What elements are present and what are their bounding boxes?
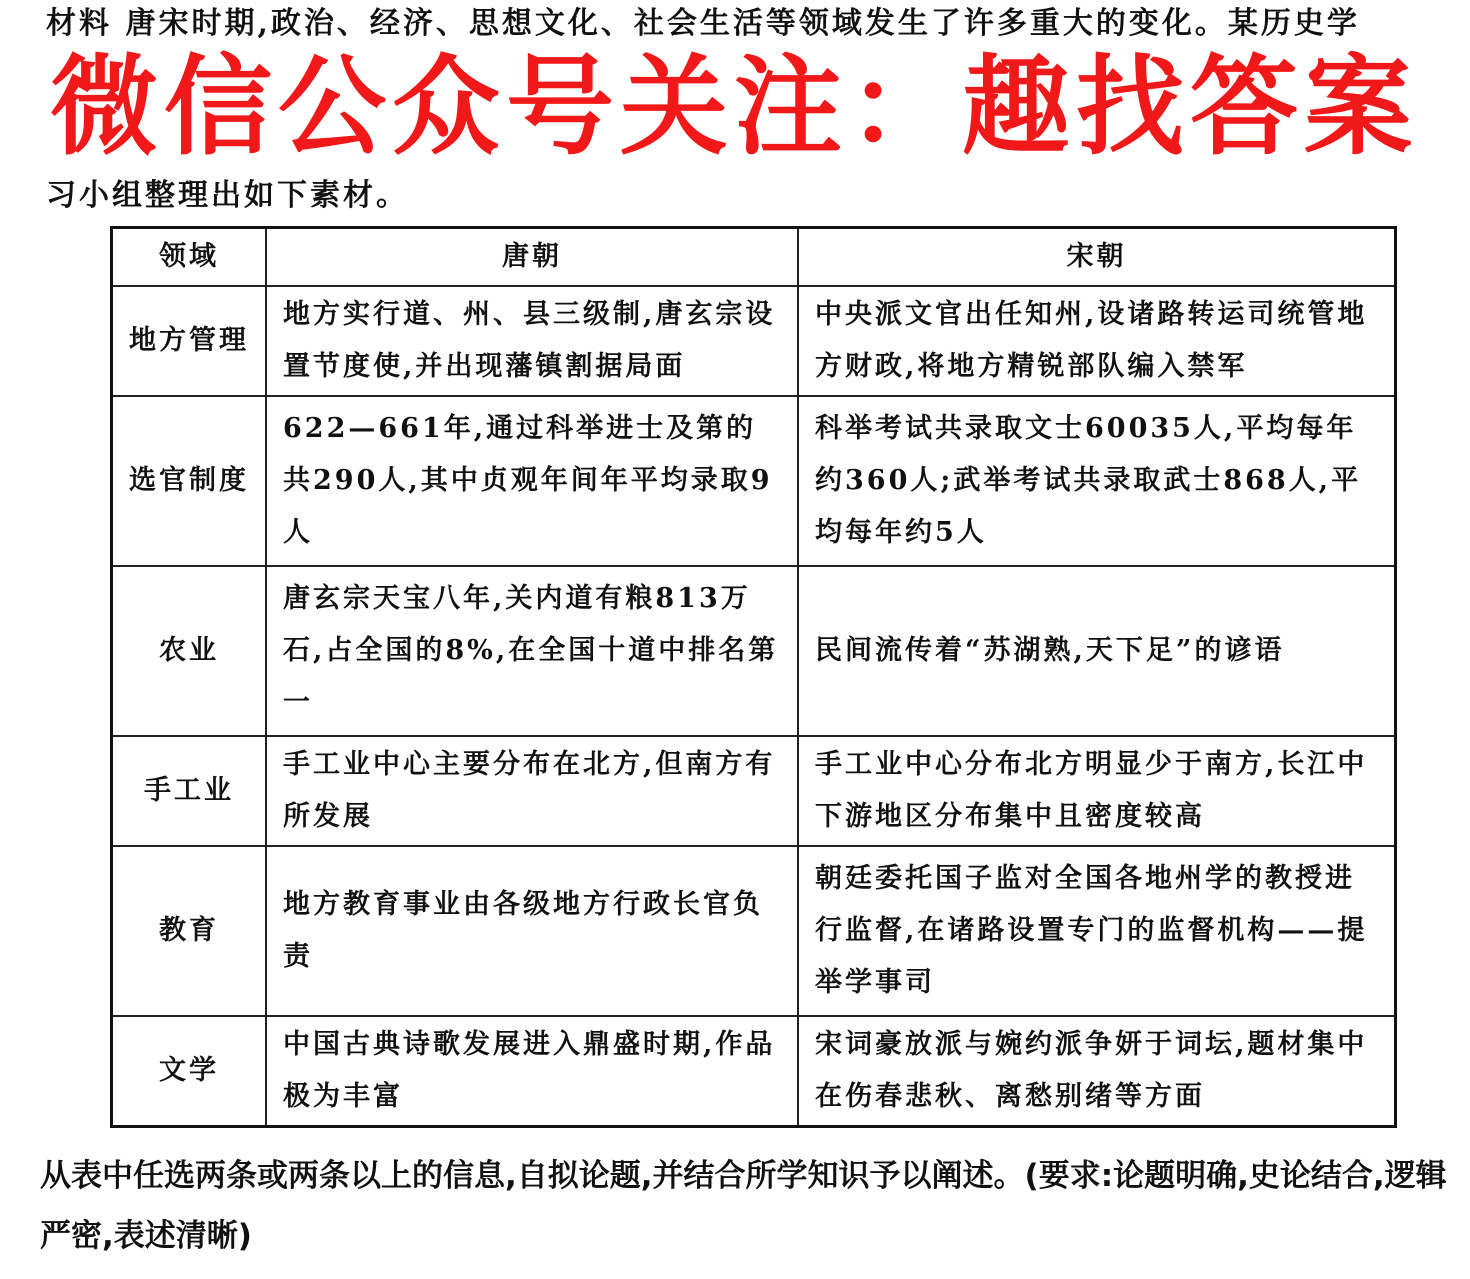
field-cell: 地方管理 xyxy=(112,286,267,396)
song-cell: 科举考试共录取文士60035人,平均每年约360人;武举考试共录取武士868人,平均每年约5人 xyxy=(798,396,1396,566)
question-text: 从表中任选两条或两条以上的信息,自拟论题,并结合所学知识予以阐述。(要求:论题明确,史论结合,逻辑严密,表述清晰) xyxy=(40,1158,1447,1254)
field-cell: 手工业 xyxy=(112,736,267,846)
header-song: 宋朝 xyxy=(798,228,1396,287)
comparison-table xyxy=(110,226,1397,1128)
tang-cell: 地方教育事业由各级地方行政长官负责 xyxy=(266,846,798,1016)
tang-cell: 唐玄宗天宝八年,关内道有粮813万石,占全国的8%,在全国十道中排名第一 xyxy=(266,566,798,736)
song-cell: 手工业中心分布北方明显少于南方,长江中下游地区分布集中且密度较高 xyxy=(798,736,1396,846)
intro-line-1: 材料 唐宋时期,政治、经济、思想文化、社会生活等领域发生了许多重大的变化。某历史学 xyxy=(46,6,1360,41)
field-cell: 选官制度 xyxy=(112,396,267,566)
table-row xyxy=(112,566,1396,736)
song-cell: 民间流传着“苏湖熟,天下足”的谚语 xyxy=(798,566,1396,736)
table-header-row xyxy=(112,228,1396,287)
song-cell: 宋词豪放派与婉约派争妍于词坛,题材集中在伤春悲秋、离愁别绪等方面 xyxy=(798,1016,1396,1126)
song-cell: 朝廷委托国子监对全国各地州学的教授进行监督,在诸路设置专门的监督机构——提举学事司 xyxy=(798,846,1396,1016)
tang-cell: 中国古典诗歌发展进入鼎盛时期,作品极为丰富 xyxy=(266,1016,798,1126)
tang-cell: 手工业中心主要分布在北方,但南方有所发展 xyxy=(266,736,798,846)
table-row xyxy=(112,736,1396,846)
table-row xyxy=(112,286,1396,396)
table-row xyxy=(112,396,1396,566)
field-cell: 文学 xyxy=(112,1016,267,1126)
header-tang: 唐朝 xyxy=(266,228,798,287)
intro-line-2: 习小组整理出如下素材。 xyxy=(46,178,409,213)
song-cell: 中央派文官出任知州,设诸路转运司统管地方财政,将地方精锐部队编入禁军 xyxy=(798,286,1396,396)
tang-cell: 地方实行道、州、县三级制,唐玄宗设置节度使,并出现藩镇割据局面 xyxy=(266,286,798,396)
tang-cell: 622—661年,通过科举进士及第的共290人,其中贞观年间年平均录取9人 xyxy=(266,396,798,566)
table-row xyxy=(112,846,1396,1016)
field-cell: 农业 xyxy=(112,566,267,736)
table-row xyxy=(112,1016,1396,1126)
field-cell: 教育 xyxy=(112,846,267,1016)
watermark: 微信公众号关注：趣找答案 xyxy=(50,45,1419,170)
header-field: 领域 xyxy=(112,228,267,287)
